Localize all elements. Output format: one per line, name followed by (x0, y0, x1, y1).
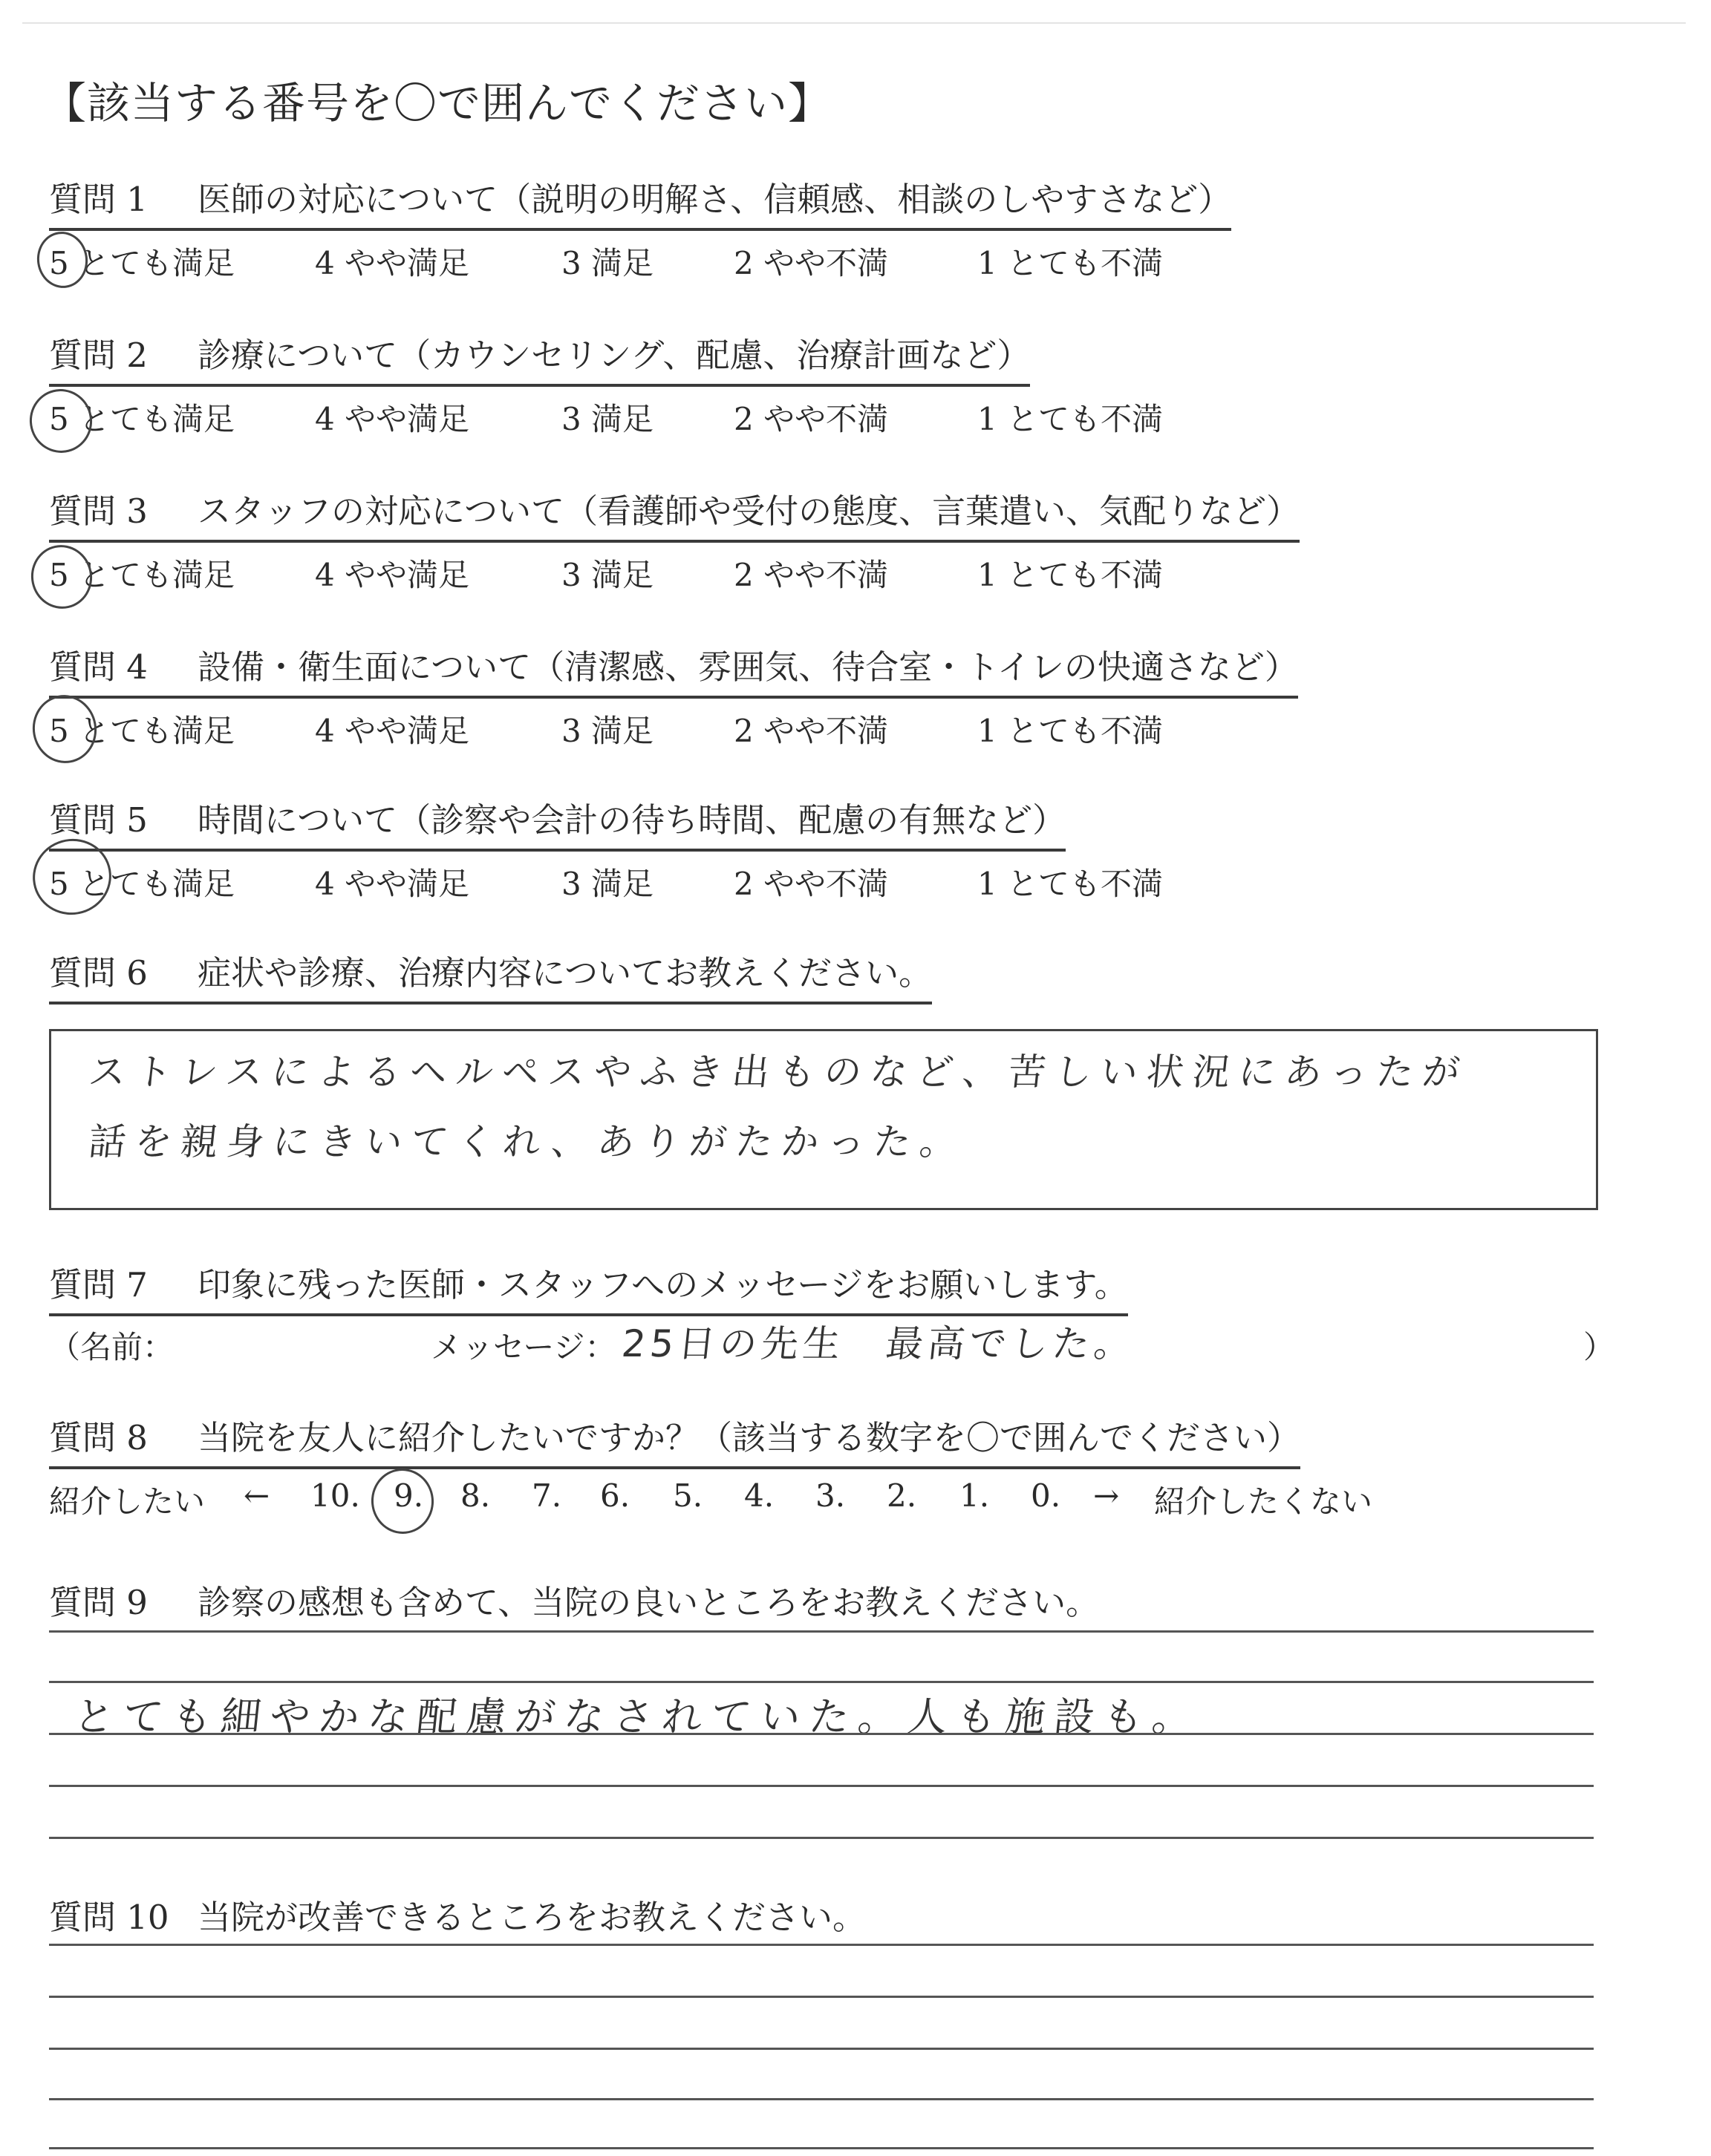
answer-line[interactable] (49, 2147, 1594, 2149)
answer-line[interactable] (49, 1630, 1594, 1633)
option-2[interactable] (734, 551, 888, 595)
option-3[interactable] (561, 551, 654, 595)
option-label: やや満足 (345, 713, 470, 749)
option-1[interactable] (977, 860, 1163, 904)
left-arrow-icon: ← (244, 1477, 270, 1514)
question-4-options (49, 707, 1237, 751)
question-number: 質問 1 (49, 180, 148, 219)
option-number: 1 (977, 401, 997, 437)
option-number: 1 (977, 245, 997, 281)
scale-option[interactable]: 4. (744, 1477, 775, 1514)
question-number: 質問 9 (49, 1583, 148, 1622)
question-4-title (49, 640, 1298, 699)
option-label: やや満足 (345, 866, 470, 902)
handwritten-message: 25日の先生 最高でした。 (619, 1322, 1138, 1365)
option-1[interactable] (977, 395, 1163, 440)
answer-line[interactable] (49, 1996, 1594, 1998)
scale-option[interactable]: 0. (1031, 1477, 1061, 1514)
option-label: とても満足 (79, 713, 235, 749)
question-text: 医師の対応について（説明の明解さ、信頼感、相談のしやすさなど） (198, 180, 1232, 219)
question-number: 質問 8 (49, 1418, 148, 1457)
question-9-title (49, 1575, 1099, 1631)
option-3[interactable] (561, 395, 654, 440)
selection-circle (23, 382, 99, 460)
question-number: 質問 2 (49, 336, 148, 375)
option-number: 4 (315, 557, 335, 593)
option-label: とても不満 (1007, 557, 1164, 593)
question-number: 質問 5 (49, 800, 148, 840)
option-number: 3 (561, 401, 581, 437)
option-3[interactable] (561, 239, 654, 284)
option-number: 2 (734, 866, 754, 902)
question-text: 当院が改善できるところをお教えください。 (198, 1898, 867, 1937)
question-1-options (49, 239, 1237, 284)
option-label: やや不満 (763, 557, 889, 593)
option-1[interactable] (977, 239, 1163, 284)
option-4[interactable] (315, 860, 469, 904)
answer-line[interactable] (49, 2098, 1594, 2100)
option-number: 2 (734, 245, 754, 281)
option-1[interactable] (977, 551, 1163, 595)
option-label: とても満足 (79, 866, 235, 902)
option-label: とても満足 (79, 401, 235, 437)
scale-option[interactable]: 8. (460, 1477, 491, 1514)
answer-line[interactable] (49, 1785, 1594, 1787)
option-label: とても不満 (1007, 245, 1164, 281)
question-text: 時間について（診察や会計の待ち時間、配慮の有無など） (198, 800, 1066, 840)
scale-option[interactable]: 3. (815, 1477, 846, 1514)
option-2[interactable] (734, 239, 888, 284)
option-number: 3 (561, 557, 581, 593)
scale-option[interactable]: 10. (310, 1477, 360, 1514)
option-2[interactable] (734, 860, 888, 904)
option-number: 5 (49, 713, 69, 749)
scale-option[interactable]: 6. (600, 1477, 630, 1514)
question-text: 診察の感想も含めて、当院の良いところをお教えください。 (198, 1583, 1100, 1622)
question-7-title (49, 1258, 1128, 1316)
question-text: 印象に残った医師・スタッフへのメッセージをお願いします。 (198, 1265, 1128, 1304)
scale-option[interactable]: 7. (532, 1477, 562, 1514)
question-1-title (49, 172, 1231, 231)
scale-option[interactable]: 5. (673, 1477, 703, 1514)
option-label: 満足 (591, 401, 654, 437)
option-label: 満足 (591, 866, 654, 902)
question-number: 質問 7 (49, 1265, 148, 1304)
scale-left-label: 紹介したい (49, 1483, 206, 1520)
option-3[interactable] (561, 707, 654, 751)
question-number: 質問 3 (49, 491, 148, 531)
question-3-title (49, 484, 1300, 543)
option-number: 4 (315, 713, 335, 749)
question-6-title (49, 946, 932, 1004)
question-3-options (49, 551, 1237, 595)
handwritten-answer: とても細やかな配慮がなされていた。人も施設も。 (71, 1693, 1204, 1740)
question-text: 当院を友人に紹介したいですか？（該当する数字を〇で囲んでください） (198, 1418, 1301, 1457)
option-number: 3 (561, 245, 581, 281)
option-label: とても不満 (1007, 713, 1164, 749)
question-text: 診療について（カウンセリング、配慮、治療計画など） (198, 336, 1031, 375)
scale-option[interactable]: 2. (887, 1477, 917, 1514)
option-number: 5 (49, 401, 69, 437)
close-paren: ） (1583, 1329, 1615, 1365)
handwritten-answer-line-2: 話を親身にきいてくれ、ありがたかった。 (86, 1120, 968, 1163)
option-number: 3 (561, 713, 581, 749)
question-10-title (49, 1890, 866, 1946)
option-4[interactable] (315, 707, 469, 751)
option-number: 2 (734, 557, 754, 593)
recommend-scale (49, 1477, 1534, 1522)
option-number: 4 (315, 866, 335, 902)
option-label: やや満足 (345, 245, 470, 281)
answer-line[interactable] (49, 1733, 1594, 1735)
option-4[interactable] (315, 551, 469, 595)
option-label: 満足 (591, 713, 654, 749)
right-arrow-icon: → (1093, 1477, 1120, 1514)
option-label: やや不満 (763, 866, 889, 902)
question-5-title (49, 793, 1066, 852)
option-number: 4 (315, 401, 335, 437)
option-number: 1 (977, 557, 997, 593)
option-number: 5 (49, 866, 69, 902)
option-label: やや満足 (345, 401, 470, 437)
option-number: 5 (49, 557, 69, 593)
answer-line[interactable] (49, 2048, 1594, 2050)
option-label: とても不満 (1007, 866, 1164, 902)
selection-circle (368, 1466, 437, 1537)
option-number: 1 (977, 866, 997, 902)
scan-top-edge (22, 22, 1686, 24)
option-label: やや不満 (763, 245, 889, 281)
option-label: とても不満 (1007, 401, 1164, 437)
option-1[interactable] (977, 707, 1163, 751)
question-2-options (49, 395, 1237, 440)
question-2-title (49, 328, 1030, 387)
option-label: やや不満 (763, 713, 889, 749)
selection-circle (27, 690, 102, 768)
question-8-title (49, 1411, 1300, 1469)
option-label: やや不満 (763, 401, 889, 437)
scale-right-label: 紹介したくない (1154, 1483, 1373, 1520)
option-label: やや満足 (345, 557, 470, 593)
handwritten-answer-line-1: ストレスによるヘルペスやふき出ものなど、苦しい状況にあったが (86, 1051, 1471, 1094)
answer-line[interactable] (49, 1944, 1594, 1946)
option-2[interactable] (734, 395, 888, 440)
option-4[interactable] (315, 239, 469, 284)
option-number: 4 (315, 245, 335, 281)
message-label: メッセージ： (431, 1329, 616, 1365)
option-number: 3 (561, 866, 581, 902)
scale-option[interactable]: 9. (394, 1477, 424, 1514)
answer-line[interactable] (49, 1681, 1594, 1683)
option-label: とても満足 (79, 245, 235, 281)
scale-option[interactable]: 1. (959, 1477, 990, 1514)
question-text: 症状や診療、治療内容についてお教えください。 (198, 953, 933, 993)
option-number: 2 (734, 713, 754, 749)
option-label: 満足 (591, 245, 654, 281)
answer-line[interactable] (49, 1837, 1594, 1839)
question-text: スタッフの対応について（看護師や受付の態度、言葉遣い、気配りなど） (198, 491, 1300, 531)
option-number: 5 (49, 245, 69, 281)
option-3[interactable] (561, 860, 654, 904)
question-text: 設備・衛生面について（清潔感、雰囲気、待合室・トイレの快適さなど） (198, 647, 1298, 687)
question-5-options (49, 860, 1237, 904)
option-number: 1 (977, 713, 997, 749)
form-heading: 【該当する番号を〇で囲んでください】 (43, 78, 832, 128)
name-label: （名前： (49, 1329, 175, 1365)
question-number: 質問 4 (49, 647, 148, 687)
option-2[interactable] (734, 707, 888, 751)
option-number: 2 (734, 401, 754, 437)
option-label: 満足 (591, 557, 654, 593)
question-number: 質問 6 (49, 953, 148, 993)
option-4[interactable] (315, 395, 469, 440)
question-number: 質問 10 (49, 1898, 169, 1937)
option-label: とても満足 (79, 557, 235, 593)
